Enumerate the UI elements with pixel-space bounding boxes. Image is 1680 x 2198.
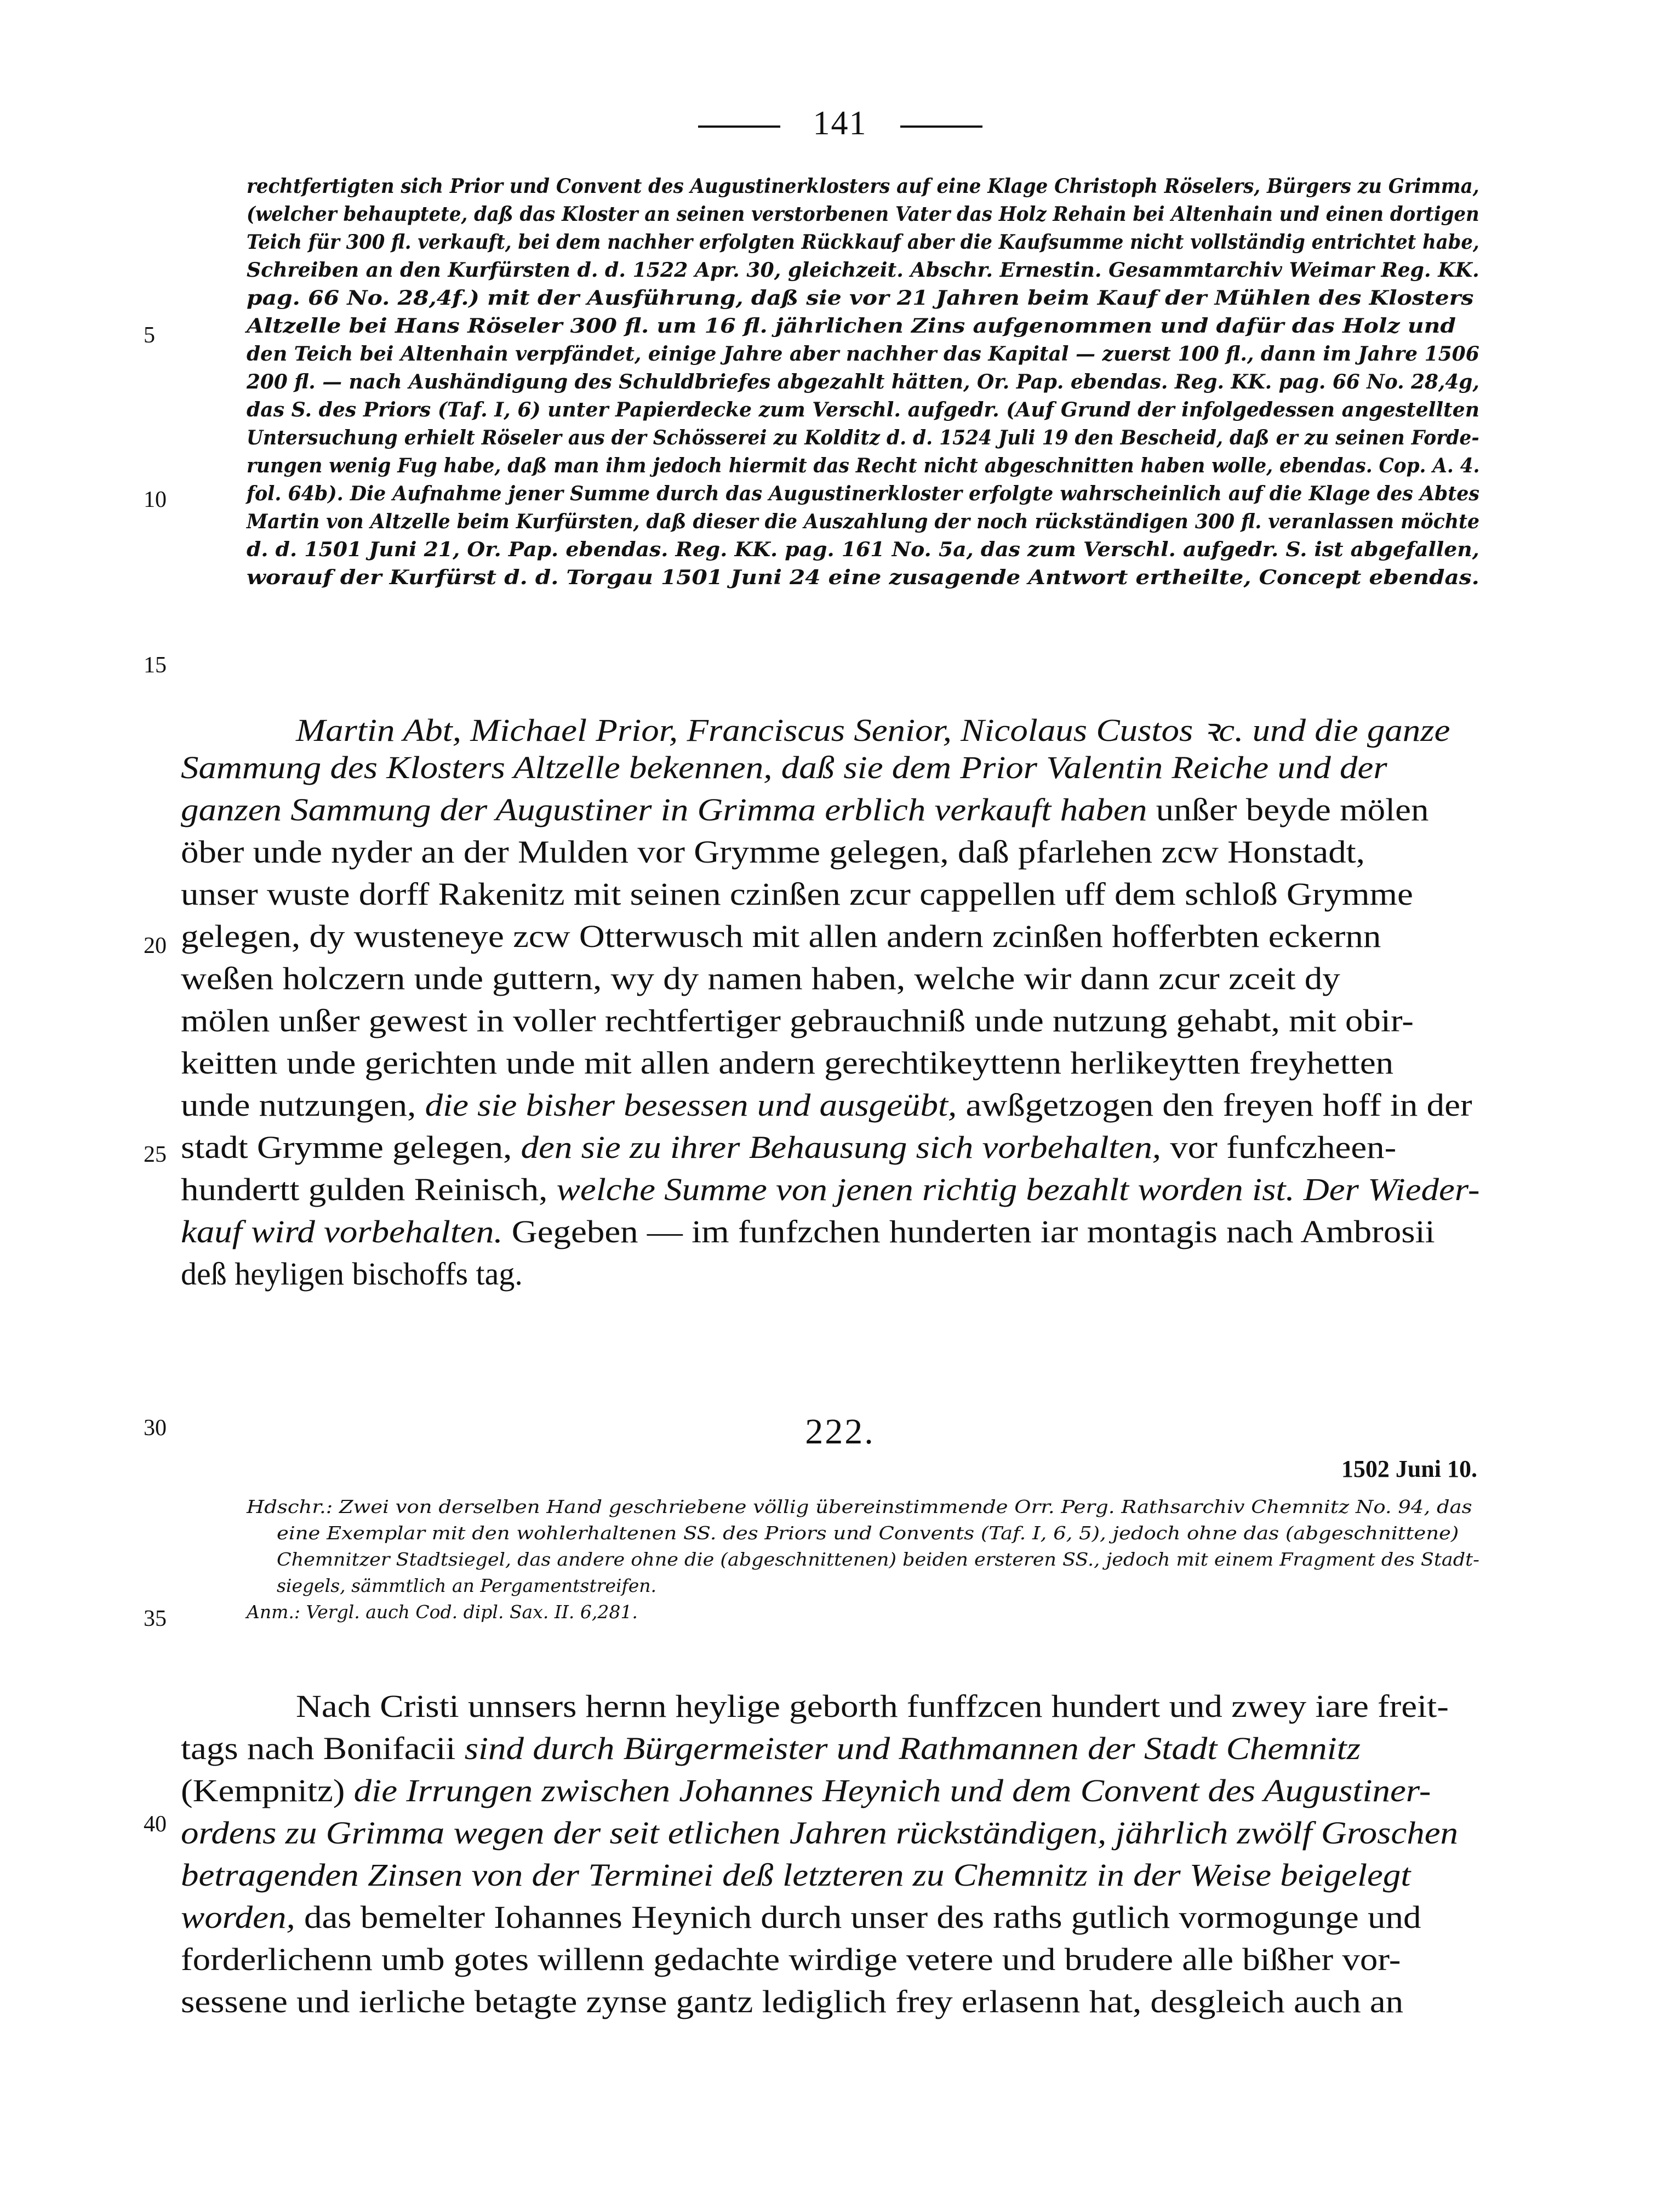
footnote-line: rungen wenig Fug habe, daß man ihm jedoch hiermit das Recht nicht abgeschnitten haben wolle, ebendas. Cop. A. 4. bbox=[247, 454, 1480, 477]
editor-text: ganzen Sammung der Augustiner in Grimma erblich verkauft haben bbox=[181, 792, 1147, 827]
footnote-line: 200 fl. — nach Aushändigung des Schuldbriefes abgezahlt hätten, Or. Pap. ebendas. Reg. KK. pag. 66 No. 28,4g, bbox=[247, 370, 1479, 393]
header-rule-right bbox=[900, 125, 982, 128]
footnote-line: Schreiben an den Kurfürsten d. d. 1522 Apr. 30, gleichzeit. Abschr. Ernestin. Gesammtarchiv Weimar Reg. KK. bbox=[247, 258, 1479, 282]
original-text: unser wuste dorff Rakenitz mit seinen czinßen zcur cappellen uff dem schloß Grymme bbox=[181, 876, 1413, 912]
manuscript-note-line: siegels, sämmtlich an Pergamentstreifen. bbox=[277, 1575, 657, 1596]
manuscript-note-line: Anm.: Vergl. auch Cod. dipl. Sax. II. 6,281. bbox=[247, 1601, 638, 1623]
editor-text: den sie zu ihrer Behausung sich vorbehalten, bbox=[521, 1129, 1162, 1165]
original-text: unde nutzungen, bbox=[181, 1087, 425, 1123]
original-text: weßen holczern unde guttern, wy dy namen haben, welche wir dann zcur zceit dy bbox=[181, 961, 1340, 996]
text-line bbox=[181, 1772, 1431, 1809]
text-line bbox=[181, 1129, 1396, 1166]
header-rule-left bbox=[698, 125, 780, 128]
page-number: 141 bbox=[813, 105, 867, 142]
footnote-line: Teich für 300 fl. verkauft, bei dem nachher erfolgten Rückkauf aber die Kaufsumme nicht vollständig entrichtet habe, bbox=[247, 230, 1479, 254]
footnote-line: fol. 64b). Die Aufnahme jener Summe durch das Augustinerkloster erfolgte wahrscheinlich auf die Klage des Abtes bbox=[247, 482, 1479, 505]
margin-line-number: 15 bbox=[144, 653, 167, 678]
margin-line-number: 25 bbox=[144, 1142, 167, 1167]
page-header bbox=[0, 104, 1680, 143]
margin-line-number: 30 bbox=[144, 1415, 167, 1441]
editor-text: die Irrungen zwischen Johannes Heynich und dem Convent des Augustiner- bbox=[353, 1773, 1431, 1808]
editor-text: worden, bbox=[181, 1899, 295, 1935]
original-text: (Kempnitz) bbox=[181, 1773, 354, 1808]
margin-line-number: 5 bbox=[144, 323, 155, 348]
original-text: mölen unßer gewest in voller rechtfertiger gebrauchniß unde nutzung gehabt, mit obir- bbox=[181, 1003, 1414, 1038]
original-text: Nach Cristi unnsers hernn heylige geborth funffzcen hundert und zwey iare freit- bbox=[296, 1688, 1449, 1724]
manuscript-note-line: Chemnitzer Stadtsiegel, das andere ohne die (abgeschnittenen) beiden ersteren SS., jedoch mit einem Fragment des Stadt- bbox=[277, 1549, 1479, 1570]
manuscript-note-line: Hdschr.: Zwei von derselben Hand geschriebene völlig übereinstimmende Orr. Perg. Rathsarchiv Chemnitz No. 94, das bbox=[247, 1496, 1472, 1517]
text-line bbox=[181, 1087, 1472, 1123]
original-text: unßer beyde mölen bbox=[1147, 792, 1429, 827]
original-text: öber unde nyder an der Mulden vor Grymme gelegen, daß pfarlehen zcw Honstadt, bbox=[181, 834, 1365, 870]
original-text: Gegeben — im funfzchen hunderten iar montagis nach Ambrosii bbox=[502, 1214, 1435, 1249]
text-line bbox=[181, 1857, 1410, 1893]
text-line bbox=[181, 1983, 1403, 2020]
text-line bbox=[181, 1213, 1435, 1250]
footnote-line: den Teich bei Altenhain verpfändet, einige Jahre aber nachher das Kapital — zuerst 100 fl., dann im Jahre 1506 bbox=[247, 342, 1479, 366]
margin-line-number: 40 bbox=[144, 1812, 167, 1837]
footnote-line: d. d. 1501 Juni 21, Or. Pap. ebendas. Reg. KK. pag. 161 No. 5a, das zum Verschl. aufgedr. S. ist abgefallen, bbox=[247, 538, 1479, 561]
footnote-line: Untersuchung erhielt Röseler aus der Schösserei zu Kolditz d. d. 1524 Juli 19 den Bescheid, daß er zu seinen Forde- bbox=[247, 426, 1479, 449]
original-text: sessene und ierliche betagte zynse gantz lediglich frey erlasenn hat, desgleich auch an bbox=[181, 1984, 1404, 2019]
margin-line-number: 20 bbox=[144, 933, 167, 958]
editor-text: kauf wird vorbehalten. bbox=[181, 1214, 503, 1249]
original-text: das bemelter Iohannes Heynich durch unser des raths gutlich vormogunge und bbox=[295, 1899, 1421, 1935]
original-text: stadt Grymme gelegen, bbox=[181, 1129, 521, 1165]
footnote-line: Altzelle bei Hans Röseler 300 fl. um 16 fl. jährlichen Zins aufgenommen und dafür das Holz und bbox=[247, 314, 1456, 338]
manuscript-note-line: eine Exemplar mit den wohlerhaltenen SS. des Priors und Convents (Taf. I, 6, 5), jedoch ohne das (abgeschnittene) bbox=[277, 1522, 1459, 1544]
text-line bbox=[181, 791, 1428, 828]
margin-line-number: 10 bbox=[144, 487, 167, 512]
text-line bbox=[181, 1941, 1401, 1978]
original-text: keitten unde gerichten unde mit allen andern gerechtikeyttenn herlikeytten freyhetten bbox=[181, 1045, 1394, 1081]
footnote-line: worauf der Kurfürst d. d. Torgau 1501 Juni 24 eine zusagende Antwort ertheilte, Concept ebendas. bbox=[247, 566, 1479, 589]
original-text: hundertt gulden Reinisch, bbox=[181, 1172, 557, 1207]
footnote-line: Martin von Altzelle beim Kurfürsten, daß dieser die Auszahlung der noch rückständigen 300 fl. veranlassen möchte bbox=[247, 510, 1479, 533]
editor-text: ordens zu Grimma wegen der seit etlichen Jahren rückständigen, jährlich zwölf Groschen bbox=[181, 1815, 1459, 1851]
original-text: gelegen, dy wusteneye zcw Otterwusch mit allen andern zcinßen hofferbten eckernn bbox=[181, 918, 1381, 954]
text-line bbox=[181, 918, 1381, 955]
original-text: tags nach Bonifacii bbox=[181, 1731, 465, 1766]
editor-text: Martin Abt, Michael Prior, Franciscus Senior, Nicolaus Custos ꝛc. und die ganze bbox=[296, 712, 1450, 748]
document-date: 1502 Juni 10. bbox=[1341, 1455, 1477, 1482]
margin-line-number: 35 bbox=[144, 1606, 167, 1631]
text-line bbox=[181, 1255, 523, 1292]
text-line bbox=[181, 1171, 1479, 1208]
text-line bbox=[296, 1688, 1449, 1725]
original-text: deß heyligen bischoffs tag. bbox=[181, 1256, 523, 1292]
editor-text: betragenden Zinsen von der Terminei deß letzteren zu Chemnitz in der Weise beigelegt bbox=[181, 1857, 1411, 1893]
editor-text: die sie bisher besessen und ausgeübt, bbox=[425, 1087, 957, 1123]
original-text: vor funfczheen- bbox=[1161, 1129, 1397, 1165]
text-line bbox=[181, 749, 1387, 786]
editor-text: Sammung des Klosters Altzelle bekennen, daß sie dem Prior Valentin Reiche und der bbox=[181, 750, 1387, 785]
text-line bbox=[181, 960, 1340, 997]
text-line bbox=[181, 833, 1365, 870]
text-line bbox=[181, 1814, 1458, 1851]
footnote-line: das S. des Priors (Taf. I, 6) unter Papierdecke zum Verschl. aufgedr. (Auf Grund der infolgedessen angestellten bbox=[247, 398, 1480, 421]
text-line bbox=[181, 1730, 1361, 1767]
text-line bbox=[181, 876, 1413, 912]
text-line bbox=[181, 1044, 1393, 1081]
original-text: forderlichenn umb gotes willenn gedachte wirdige vetere und brudere alle bißher vor- bbox=[181, 1942, 1401, 1977]
text-line bbox=[181, 1899, 1421, 1936]
original-text: awßgetzogen den freyen hoff in der bbox=[957, 1087, 1472, 1123]
text-line bbox=[296, 707, 1450, 750]
editor-text: welche Summe von jenen richtig bezahlt worden ist. Der Wieder- bbox=[556, 1172, 1480, 1207]
footnote-line: (welcher behauptete, daß das Kloster an seinen verstorbenen Vater das Holz Rehain bei Altenhain und einen dortigen bbox=[247, 202, 1479, 226]
editor-text: sind durch Bürgermeister und Rathmannen der Stadt Chemnitz bbox=[464, 1731, 1361, 1766]
text-line bbox=[181, 1002, 1414, 1039]
footnote-line: rechtfertigten sich Prior und Convent des Augustinerklosters auf eine Klage Christoph Röselers, Bürgers zu Grimma, bbox=[247, 174, 1479, 198]
footnote-line: pag. 66 No. 28,4f.) mit der Ausführung, daß sie vor 21 Jahren beim Kauf der Mühlen des Klosters bbox=[247, 286, 1474, 310]
document-number: 222. bbox=[805, 1412, 875, 1452]
